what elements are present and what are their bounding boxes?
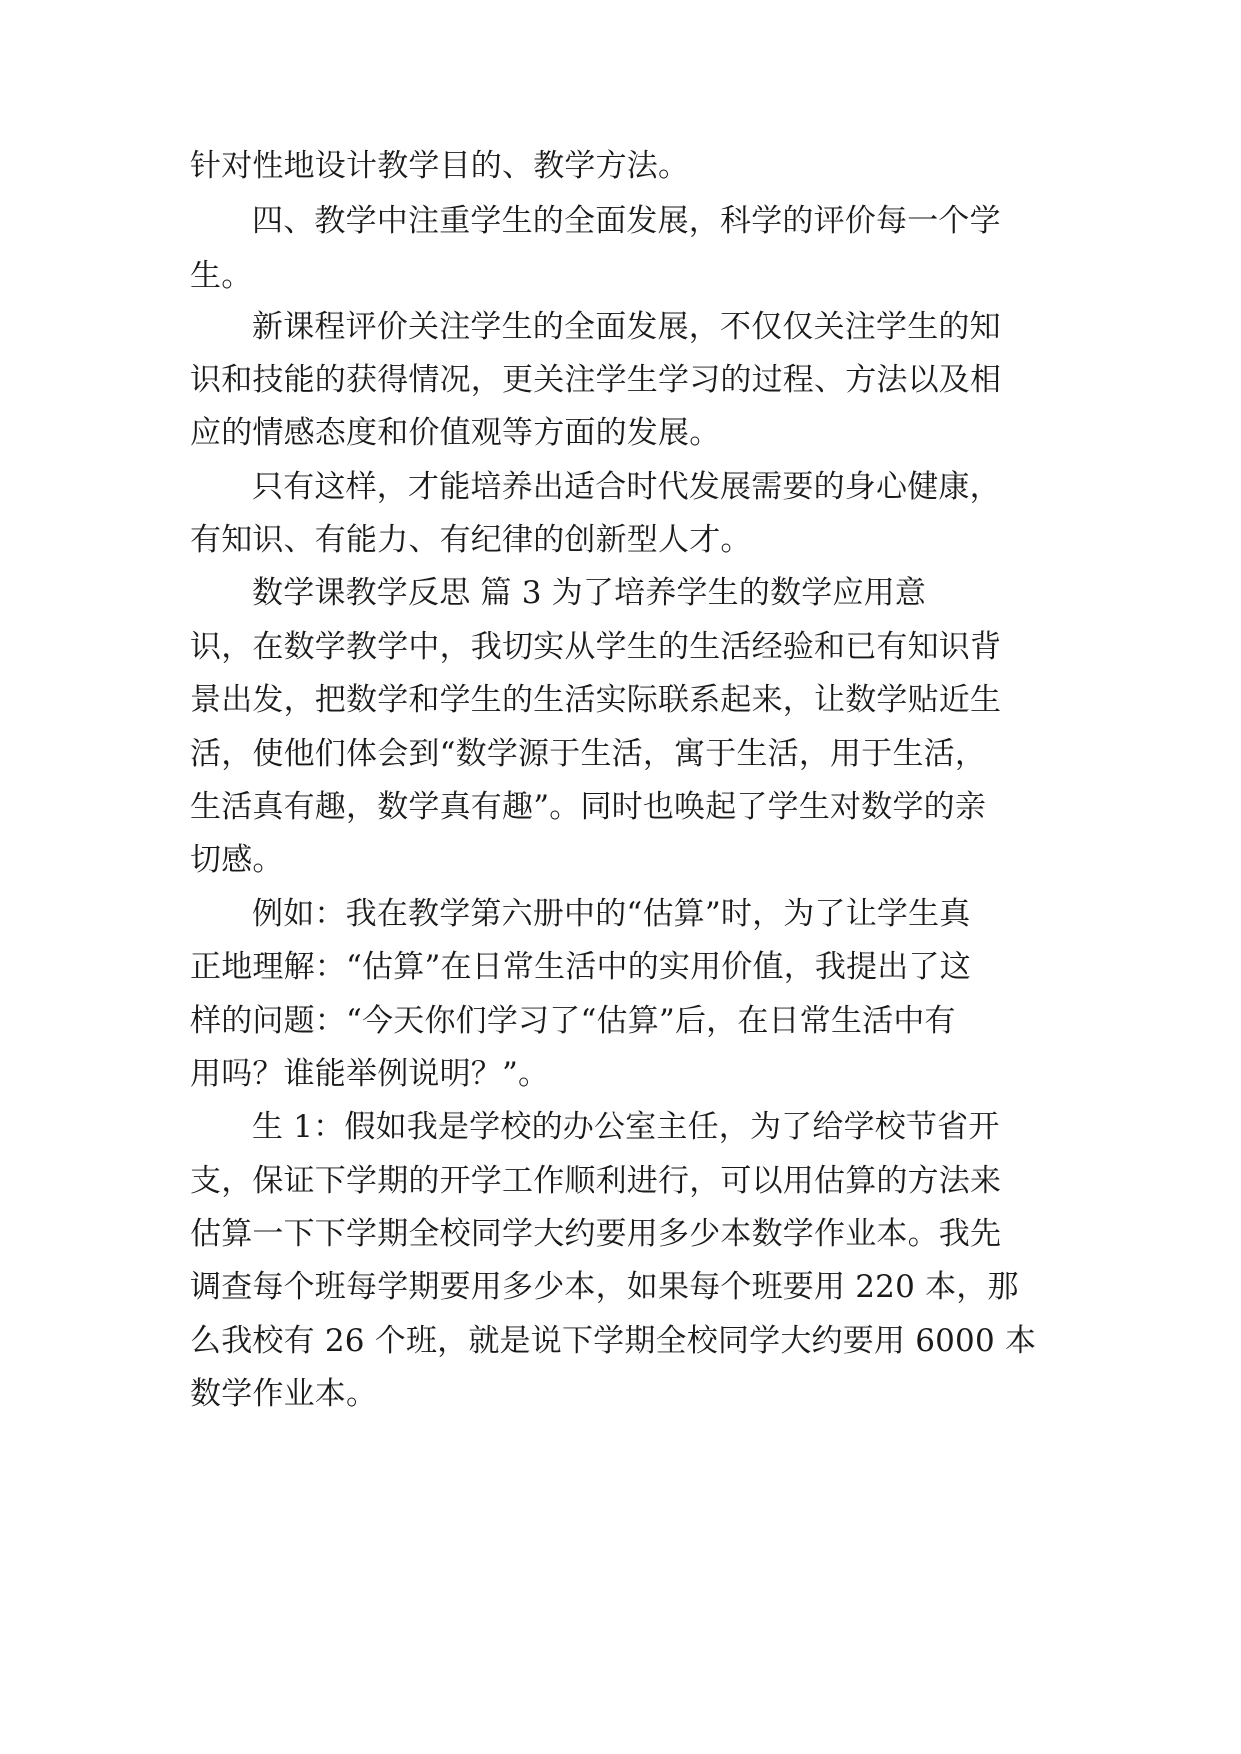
text-line: 生活真有趣，数学真有趣”。同时也唤起了学生对数学的亲	[190, 789, 987, 825]
text-line: 支，保证下学期的开学工作顺利进行，可以用估算的方法来	[190, 1163, 1002, 1199]
text-line: 样的问题：“今天你们学习了“估算”后，在日常生活中有	[190, 1003, 956, 1039]
text-line: 数学作业本。	[190, 1376, 378, 1412]
text-line: 生。	[190, 258, 253, 294]
text-line: 新课程评价关注学生的全面发展，不仅仅关注学生的知	[252, 309, 1001, 345]
text-line: 生 1：假如我是学校的办公室主任，为了给学校节省开	[252, 1109, 1000, 1145]
text-line: 调查每个班每学期要用多少本，如果每个班要用 220 本，那	[190, 1269, 1019, 1305]
text-line: 切感。	[190, 842, 284, 878]
text-line: 例如：我在教学第六册中的“估算”时，为了让学生真	[252, 896, 971, 932]
text-line: 活，使他们体会到“数学源于生活，寓于生活，用于生活，	[190, 736, 987, 772]
text-line: 数学课教学反思 篇 3 为了培养学生的数学应用意	[252, 575, 927, 611]
text-line: 么我校有 26 个班，就是说下学期全校同学大约要用 6000 本	[190, 1323, 1037, 1359]
text-line: 景出发，把数学和学生的生活实际联系起来，让数学贴近生	[190, 682, 1002, 718]
text-line: 应的情感态度和价值观等方面的发展。	[190, 415, 721, 451]
text-line: 只有这样，才能培养出适合时代发展需要的身心健康，	[252, 469, 1001, 505]
text-line: 针对性地设计教学目的、教学方法。	[190, 148, 690, 184]
text-line: 正地理解：“估算”在日常生活中的实用价值，我提出了这	[190, 949, 971, 985]
text-line: 识和技能的获得情况，更关注学生学习的过程、方法以及相	[190, 362, 1002, 398]
text-line: 识，在数学教学中，我切实从学生的生活经验和已有知识背	[190, 629, 1002, 665]
text-line: 估算一下下学期全校同学大约要用多少本数学作业本。我先	[190, 1216, 1002, 1252]
text-line: 四、教学中注重学生的全面发展，科学的评价每一个学	[252, 203, 1001, 239]
text-line: 有知识、有能力、有纪律的创新型人才。	[190, 522, 752, 558]
text-line: 用吗？谁能举例说明？”。	[190, 1056, 550, 1092]
